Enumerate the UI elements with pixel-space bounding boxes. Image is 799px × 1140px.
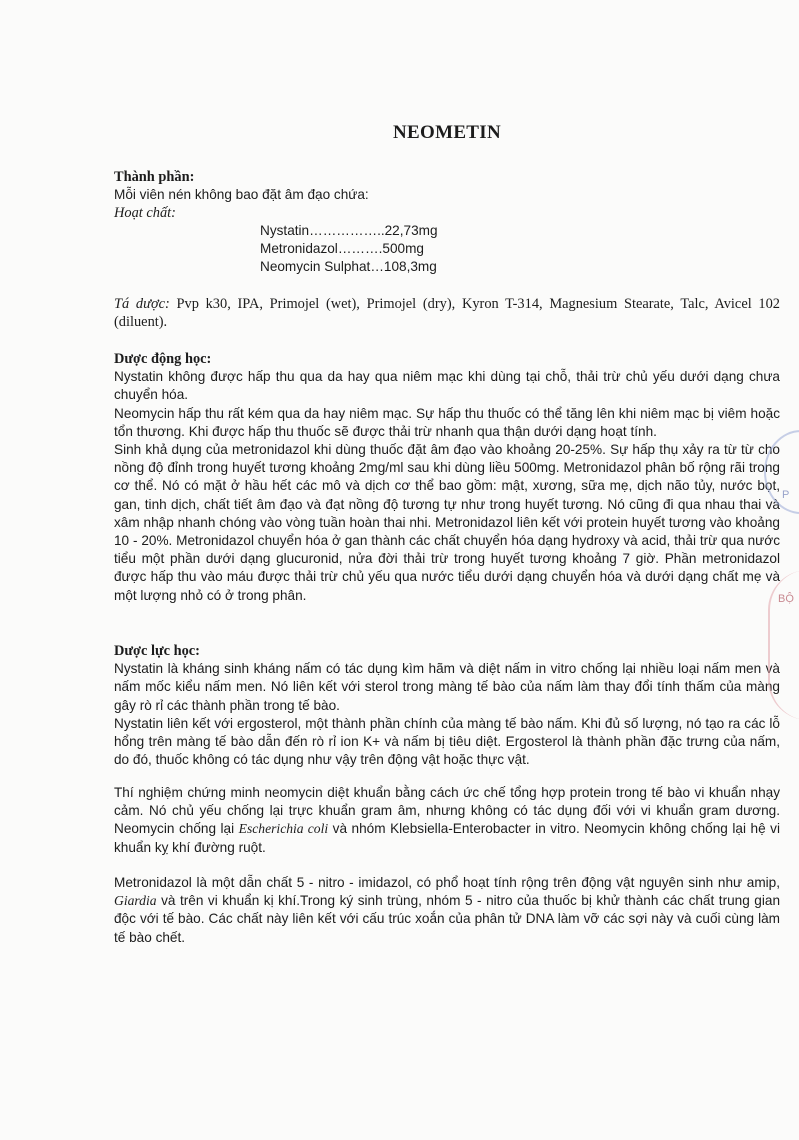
excipients-paragraph	[114, 295, 780, 331]
ingredient-neomycin: Neomycin Sulphat…108,3mg	[260, 259, 437, 274]
pk-paragraph-metronidazol: Sinh khả dụng của metronidazol khi dùng thuốc đặt âm đạo vào khoảng 20-25%. Sự hấp thụ xảy ra từ từ cho nồng độ đỉnh trong huyết tương khoảng 2mg/ml sau khi dùng liều 500mg. Metronidazol phân bố rộng rãi trong cơ thể. Nó có mặt ở hầu hết các mô và dịch cơ thể bao gồm: mật, xương, sữa mẹ, dịch não tủy, nước bọt, gan, tinh dịch, chất tiết âm đạo và đạt nồng độ tương tự như trong huyết tương. Nó cũng đi qua nhau thai và xâm nhập nhanh chóng vào vòng tuần hoàn thai nhi. Metronidazol liên kết với protein huyết tương vào khoảng 10 - 20%. Metronidazol chuyển hóa ở gan thành các chất chuyển hóa dạng hydroxy và acid, thải trừ qua nước tiểu một phần dưới dạng glucuronid, nửa đời thải trừ trong huyết tương khoảng 7 giờ. Phần metronidazol được hấp thu vào máu được thải trừ chủ yếu qua nước tiểu dưới dạng chuyển hóa và dưới dạng chất mẹ và một lượng nhỏ có ở trong phân.	[114, 442, 780, 603]
excipients-text: Pvp k30, IPA, Primojel (wet), Primojel (dry), Kyron T-314, Magnesium Stearate, Talc, Avicel 102 (diluent).	[114, 296, 780, 331]
active-ingredients-label: Hoạt chất:	[114, 205, 176, 222]
composition-heading: Thành phần:	[114, 169, 195, 185]
pd-paragraph-nystatin-1: Nystatin là kháng sinh kháng nấm có tác dụng kìm hãm và diệt nấm in vitro chống lại nhiều loại nấm men và nấm mốc kiểu nấm men. Nó liên kết với sterol trong màng tế bào của nấm làm thay đổi tính thấm của màng gây rò rỉ các thành phần trong tế bào.	[114, 661, 780, 713]
ingredient-nystatin: Nystatin……………..22,73mg	[260, 223, 438, 238]
composition-section	[114, 168, 780, 223]
pd-metronidazol-text-a: Metronidazol là một dẫn chất 5 - nitro - imidazol, có phổ hoạt tính rộng trên động vật nguyên sinh như amip,	[114, 875, 780, 890]
ingredient-metronidazol: Metronidazol……….500mg	[260, 241, 424, 256]
pd-neomycin-text-a: Thí nghiệm chứng minh neomycin diệt khuẩn bằng cách ức chế tổng hợp protein trong tế bào vi khuẩn nhạy cảm. Nó chủ yếu chống lại trực khuẩn gram âm, nhưng không có tác dụng đối với vi khuẩn gram dương. Neomycin chống lại	[114, 785, 780, 837]
pd-paragraph-nystatin-2: Nystatin liên kết với ergosterol, một thành phần chính của màng tế bào nấm. Khi đủ số lượng, nó tạo ra các lỗ hổng trên màng tế bào dẫn đến rò rỉ ion K+ và nấm bị tiêu diệt. Ergosterol là thành phần đặc trưng của nấm, do đó, thuốc không có tác dụng như vậy trên động vật hoặc thực vật.	[114, 715, 780, 768]
pd-metronidazol-text-b: và trên vi khuẩn kị khí.Trong ký sinh trùng, nhóm 5 - nitro của thuốc bị khử thành các chất trung gian độc với tế bào. Các chất này liên kết với cấu trúc xoắn của phân tử DNA làm vỡ các sợi này và cuối cùng làm tế bào chết.	[114, 893, 780, 945]
pd-neomycin-italic: Escherichia coli	[238, 821, 329, 837]
excipients-label: Tá dược:	[114, 296, 170, 312]
composition-intro: Mỗi viên nén không bao đặt âm đạo chứa:	[114, 187, 369, 203]
pharmacodynamics-heading: Dược lực học:	[114, 643, 200, 659]
pd-neomycin-text-b: và nhóm Klebsiella-Enterobacter in vitro. Neomycin không chống lại hệ vi khuẩn kỵ khí đường ruột.	[114, 821, 780, 855]
pharmacokinetics-heading: Dược động học:	[114, 351, 212, 367]
pk-paragraph-nystatin: Nystatin không được hấp thu qua da hay qua niêm mạc khi dùng tại chỗ, thải trừ chủ yếu dưới dạng chưa chuyển hóa.	[114, 369, 780, 403]
pd-metronidazol-italic: Giardia	[114, 893, 157, 909]
pk-paragraph-neomycin: Neomycin hấp thu rất kém qua da hay niêm mạc. Sự hấp thu thuốc có thể tăng lên khi niêm mạc bị viêm hoặc tổn thương. Khi được hấp thu thuốc sẽ được thải trừ nhanh qua thận dưới dạng hoạt tính.	[114, 405, 780, 439]
document-title: NEOMETIN	[393, 122, 501, 143]
pharmacokinetics-section	[114, 350, 780, 605]
pd-paragraph-neomycin	[114, 784, 780, 857]
blue-stamp-text: P	[782, 489, 790, 501]
pd-paragraph-metronidazol	[114, 874, 780, 947]
red-stamp-text: BỘ	[778, 593, 794, 605]
pharmacodynamics-section	[114, 642, 780, 769]
